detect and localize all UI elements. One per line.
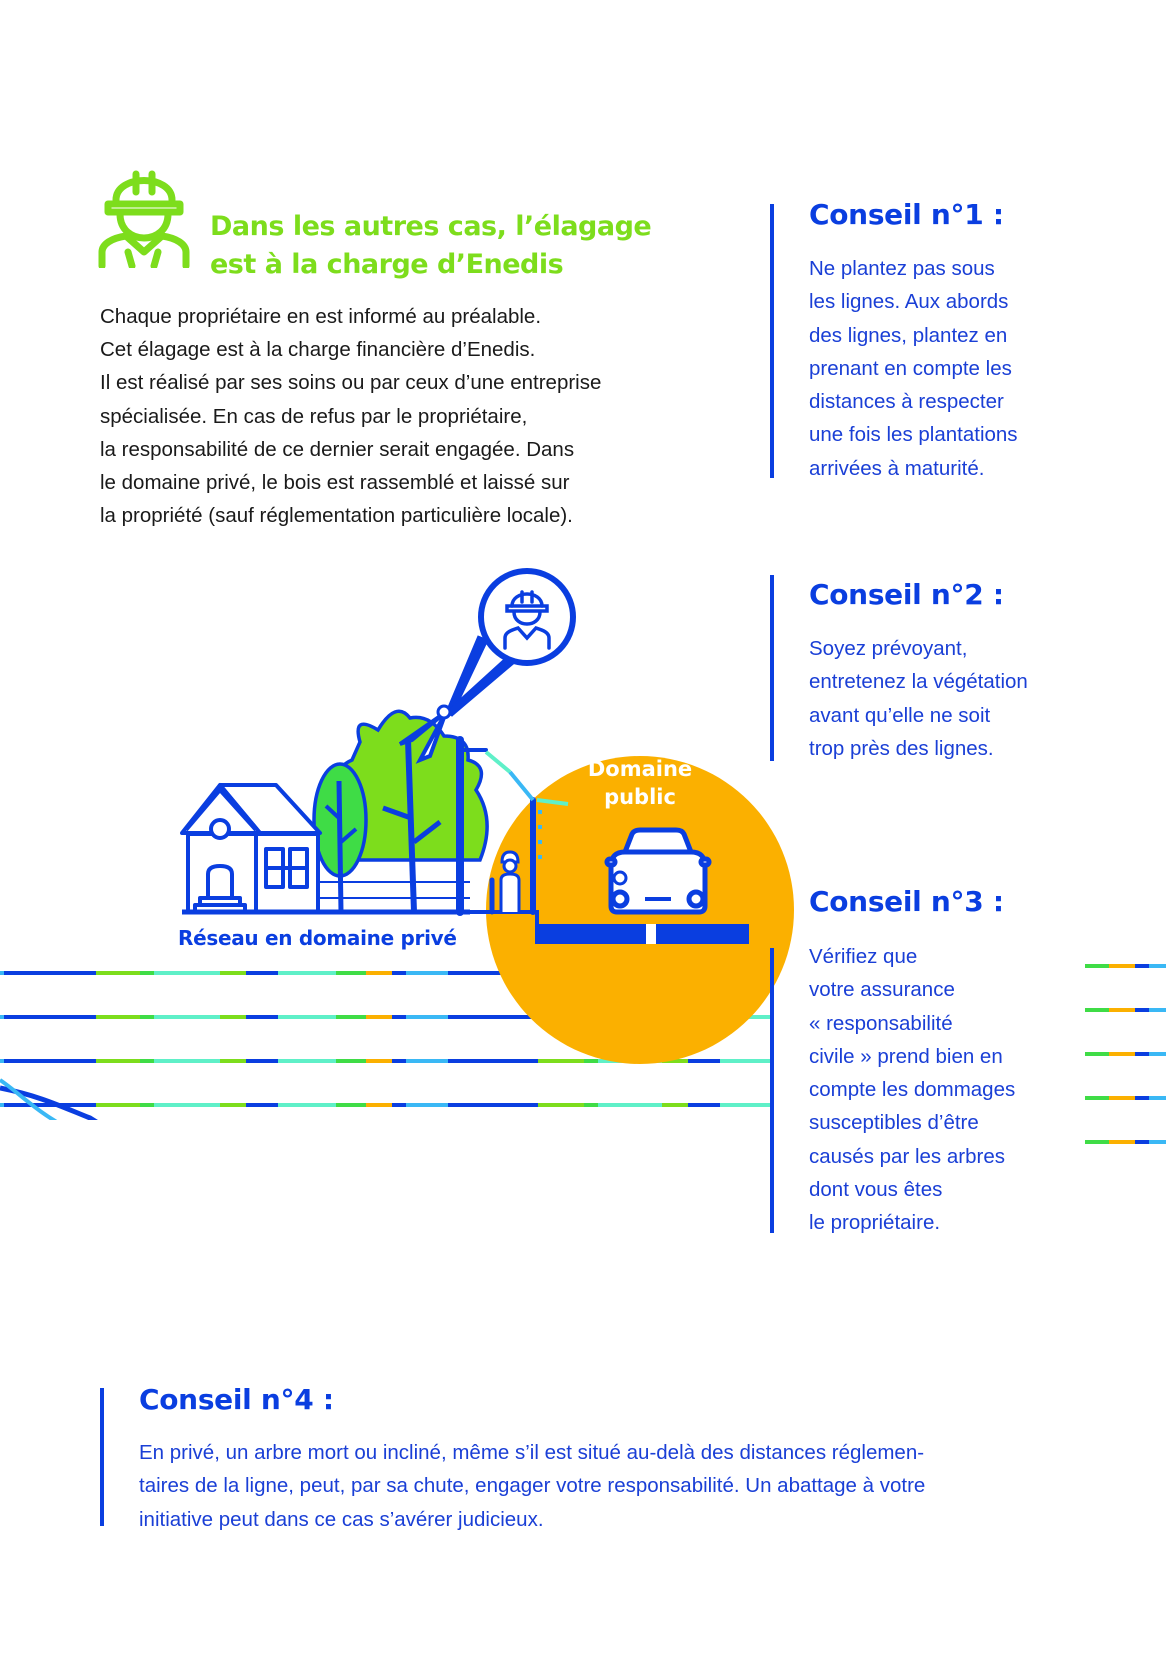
tip-line: compte les dommages [809,1078,1016,1102]
tip-line: le propriétaire. [809,1211,941,1235]
pruning-illustration [0,540,800,1120]
tip-line: dont vous êtes [809,1178,943,1202]
tip-line: avant qu’elle ne soit [809,703,991,727]
tip-line: initiative peut dans ce cas s’avérer judicieux. [139,1507,544,1531]
tip-4-accent-bar [100,1388,104,1526]
tip-line: votre assurance [809,978,955,1002]
tip-line: Ne plantez pas sous [809,257,995,280]
section-heading [210,208,670,284]
tip-line: susceptibles d’être [809,1111,979,1135]
tip-line: taires de la ligne, peut, par sa chute, engager votre responsabilité. Un abattage à votre [139,1474,926,1498]
tip-line: des lignes, plantez en [809,323,1008,347]
tip-line: civile » prend bien en [809,1044,1003,1068]
tip-1-accent-bar [770,204,774,478]
tip-line: une fois les plantations [809,423,1018,447]
worker-icon [501,852,519,912]
tip-line: Soyez prévoyant, [809,637,968,660]
tip-line: distances à respecter [809,390,1004,414]
tip-line: arrivées à maturité. [809,456,985,480]
tip-line: entretenez la végétation [809,670,1028,694]
heading-line-1: Dans les autres cas, l’élagage [210,211,652,242]
intro-line: Il est réalisé par ses soins ou par ceux d’une entreprise [100,371,602,395]
label-line: Domaine [587,757,693,781]
label-line: public [604,785,676,809]
tip-line: les lignes. Aux abords [809,290,1009,314]
tip-1-body [809,252,1018,485]
tip-line: En privé, un arbre mort ou incliné, même s’il est situé au-delà des distances réglemen- [139,1441,925,1464]
cable-stubs-icon [1085,964,1166,1144]
tip-3-title: Conseil n°3 : [809,885,1004,918]
tip-line: « responsabilité [809,1011,953,1035]
heading-line-2: est à la charge d’Enedis [210,249,564,280]
tip-line: causés par les arbres [809,1144,1005,1168]
tip-line: prenant en compte les [809,356,1012,380]
private-domain-label: Réseau en domaine privé [178,926,457,950]
worker-hardhat-icon [98,160,190,268]
tip-line: Vérifiez que [809,945,918,968]
tip-1-title: Conseil n°1 : [809,198,1004,231]
intro-line: spécialisée. En cas de refus par le propriétaire, [100,404,528,428]
tip-2-body [809,632,1028,765]
tip-4-body [139,1436,925,1536]
tip-2-title: Conseil n°2 : [809,578,1004,611]
tip-3-body [809,940,1015,1240]
zoom-circle [481,571,573,663]
intro-line: Chaque propriétaire en est informé au préalable. [100,305,542,328]
public-domain-label [565,755,715,811]
tip-line: trop près des lignes. [809,736,994,760]
intro-line: Cet élagage est à la charge financière d’Enedis. [100,338,536,362]
tip-4-title: Conseil n°4 : [139,1383,334,1416]
house-icon [182,785,320,912]
intro-paragraph [100,300,680,532]
tip-3-accent-bar [770,948,774,1233]
intro-line: le domaine privé, le bois est rassemblé et laissé sur [100,471,570,495]
intro-line: la propriété (sauf réglementation particulière locale). [100,504,573,528]
intro-line: la responsabilité de ce dernier serait engagée. Dans [100,437,575,461]
